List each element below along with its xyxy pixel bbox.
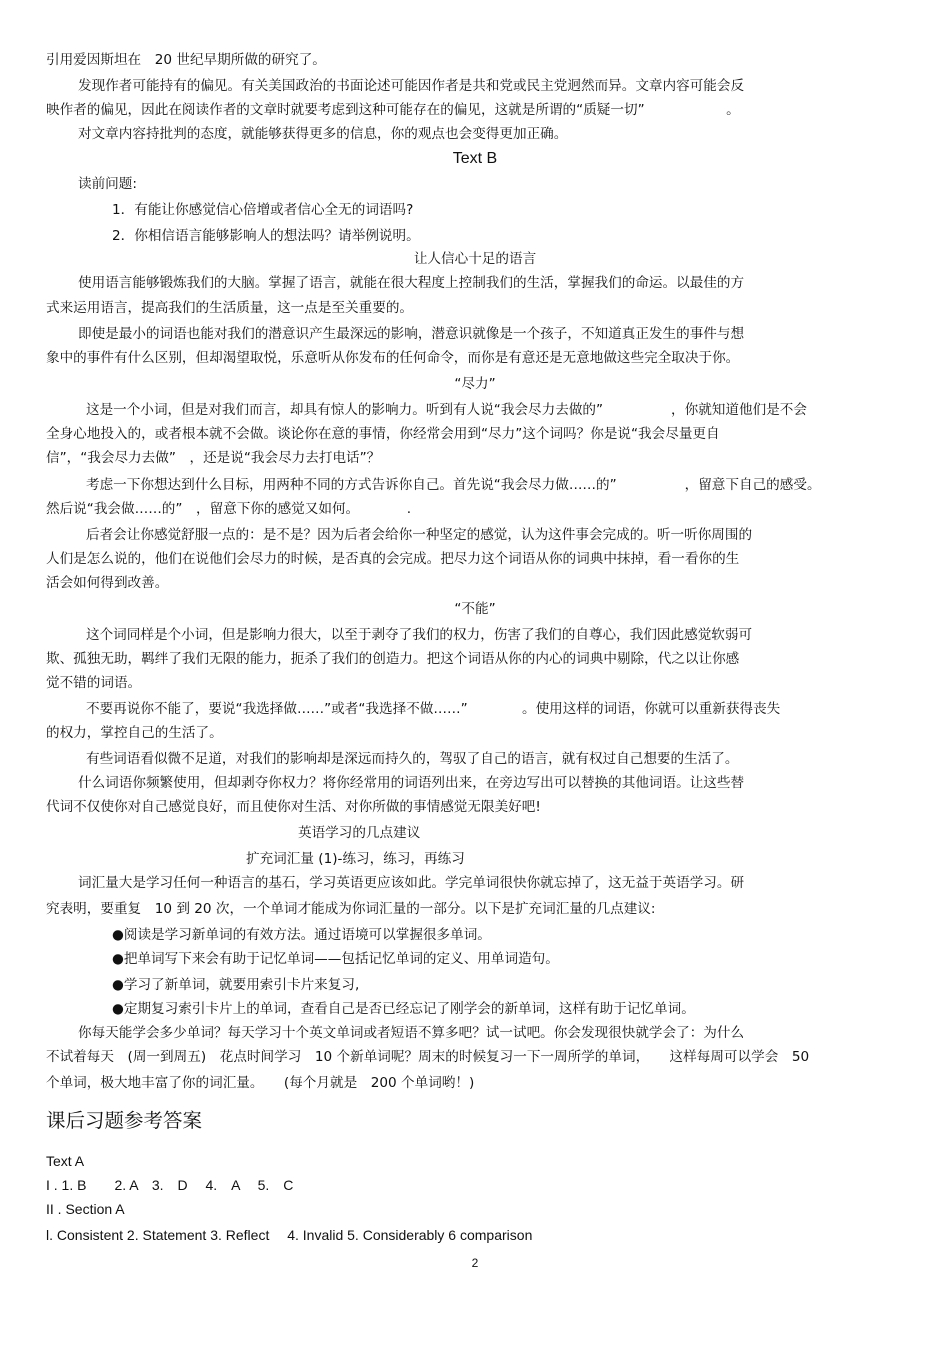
paragraph-line: 什么词语你频繁使用，但却剥夺你权力？将你经常用的词语列出来，在旁边写出可以替换的其他词语。让这些替: [78, 775, 745, 791]
paragraph-line: 然后说“我会做……的” ，留意下你的感觉又如何。 .: [46, 501, 412, 517]
question-item: 2．你相信语言能够影响人的想法吗？请举例说明。: [112, 228, 420, 244]
subheading: “不能”: [454, 601, 496, 617]
paragraph-line: 代词不仅使你对自己感觉良好，而且使你对生活、对你所做的事情感觉无限美好吧!: [46, 799, 541, 815]
paragraph-line: 信”，“我会尽力去做” ，还是说“我会尽力去打电话”？: [46, 450, 381, 466]
paragraph-line: 考虑一下你想达到什么目标，用两种不同的方式告诉你自己。首先说“我会尽力做……的” ，留意下自己的感受。: [86, 477, 821, 493]
article-title: 让人信心十足的语言: [413, 251, 537, 267]
paragraph-line: 后者会让你感觉舒服一点的：是不是？因为后者会给你一种坚定的感觉，认为这件事会完成的。听一听你周围的: [86, 527, 753, 543]
paragraph-line: 个单词，极大地丰富了你的词汇量。 (每个月就是 200 个单词哟！): [46, 1075, 475, 1091]
section-heading-text-b: Text B: [452, 150, 498, 167]
paragraph-line: 不试着每天 (周一到周五) 花点时间学习 10 个新单词呢？周末的时候复习一下一周所学的单词， 这样每周可以学会 50: [46, 1049, 810, 1065]
answer-line: Text A: [46, 1153, 85, 1169]
paragraph-line: 引用爱因斯坦在 20 世纪早期所做的研究了。: [46, 52, 326, 68]
answer-line: I . 1. B 2. A 3. D 4. A 5. C: [46, 1177, 294, 1193]
paragraph-line: 映作者的偏见，因此在阅读作者的文章时就要考虑到这种可能存在的偏见，这就是所谓的“质疑一切” 。: [46, 102, 740, 118]
page-number: 2: [471, 1256, 479, 1270]
paragraph-line: 词汇量大是学习任何一种语言的基石，学习英语更应该如此。学完单词很快你就忘掉了，这无益于英语学习。研: [78, 875, 745, 891]
paragraph-line: 究表明，要重复 10 到 20 次，一个单词才能成为你词汇量的一部分。以下是扩充词汇量的几点建议:: [46, 901, 656, 917]
answer-line: II . Section A: [46, 1201, 125, 1217]
subheading: “尽力”: [454, 376, 496, 392]
answers-heading: 课后习题参考答案: [46, 1109, 203, 1132]
paragraph-line: 你每天能学会多少单词？每天学习十个英文单词或者短语不算多吧？试一试吧。你会发现很快就学会了：为什么: [78, 1025, 745, 1041]
answer-line: l. Consistent 2. Statement 3. Reflect 4. Invalid 5. Considerably 6 comparison: [46, 1227, 533, 1243]
paragraph-line: 式来运用语言，提高我们的生活质量，这一点是至关重要的。: [46, 300, 414, 316]
paragraph-line: 这是一个小词，但是对我们而言，却具有惊人的影响力。听到有人说“我会尽力去做的” ，你就知道他们是不会: [86, 402, 807, 418]
pre-reading-label: 读前问题:: [78, 176, 137, 192]
paragraph-line: 人们是怎么说的，他们在说他们会尽力的时候，是否真的会完成。把尽力这个词语从你的词典中抹掉，看一看你的生: [46, 551, 740, 567]
paragraph-line: 这个词同样是个小词，但是影响力很大，以至于剥夺了我们的权力，伤害了我们的自尊心，我们因此感觉软弱可: [86, 627, 753, 643]
paragraph-line: 不要再说你不能了，要说“我选择做……”或者“我选择不做……” 。使用这样的词语，你就可以重新获得丧失: [86, 701, 781, 717]
paragraph-line: 欺、孤独无助，羁绊了我们无限的能力，扼杀了我们的创造力。把这个词语从你的内心的词典中剔除，代之以让你感: [46, 651, 740, 667]
bullet-item: ●把单词写下来会有助于记忆单词——包括记忆单词的定义、用单词造句。: [112, 951, 559, 967]
paragraph-line: 有些词语看似微不足道，对我们的影响却是深远而持久的，驾驭了自己的语言，就有权过自己想要的生活了。: [86, 751, 739, 767]
paragraph-line: 活会如何得到改善。: [46, 575, 169, 591]
paragraph-line: 使用语言能够锻炼我们的大脑。掌握了语言，就能在很大程度上控制我们的生活，掌握我们的命运。以最佳的方: [78, 275, 745, 291]
paragraph-line: 发现作者可能持有的偏见。有关美国政治的书面论述可能因作者是共和党或民主党迥然而异。文章内容可能会反: [78, 78, 745, 94]
bullet-item: ●定期复习索引卡片上的单词，查看自己是否已经忘记了刚学会的新单词，这样有助于记忆单词。: [112, 1001, 695, 1017]
question-item: 1．有能让你感觉信心倍增或者信心全无的词语吗?: [112, 202, 414, 218]
paragraph-line: 全身心地投入的，或者根本就不会做。谈论你在意的事情，你经常会用到“尽力”这个词吗？你是说“我会尽量更自: [46, 426, 720, 442]
section-subtitle: 扩充词汇量 (1)-练习，练习，再练习: [246, 851, 465, 867]
paragraph-line: 对文章内容持批判的态度，就能够获得更多的信息，你的观点也会变得更加正确。: [78, 126, 568, 142]
paragraph-line: 的权力，掌控自己的生活了。: [46, 725, 223, 741]
paragraph-line: 觉不错的词语。: [46, 675, 142, 691]
paragraph-line: 即使是最小的词语也能对我们的潜意识产生最深远的影响，潜意识就像是一个孩子，不知道真正发生的事件与想: [78, 326, 745, 342]
section-title: 英语学习的几点建议: [298, 825, 421, 841]
paragraph-line: 象中的事件有什么区别，但却渴望取悦，乐意听从你发布的任何命令，而你是有意还是无意地做这些完全取决于你。: [46, 350, 740, 366]
bullet-item: ●阅读是学习新单词的有效方法。通过语境可以掌握很多单词。: [112, 927, 491, 943]
bullet-item: ●学习了新单词，就要用索引卡片来复习,: [112, 977, 360, 993]
